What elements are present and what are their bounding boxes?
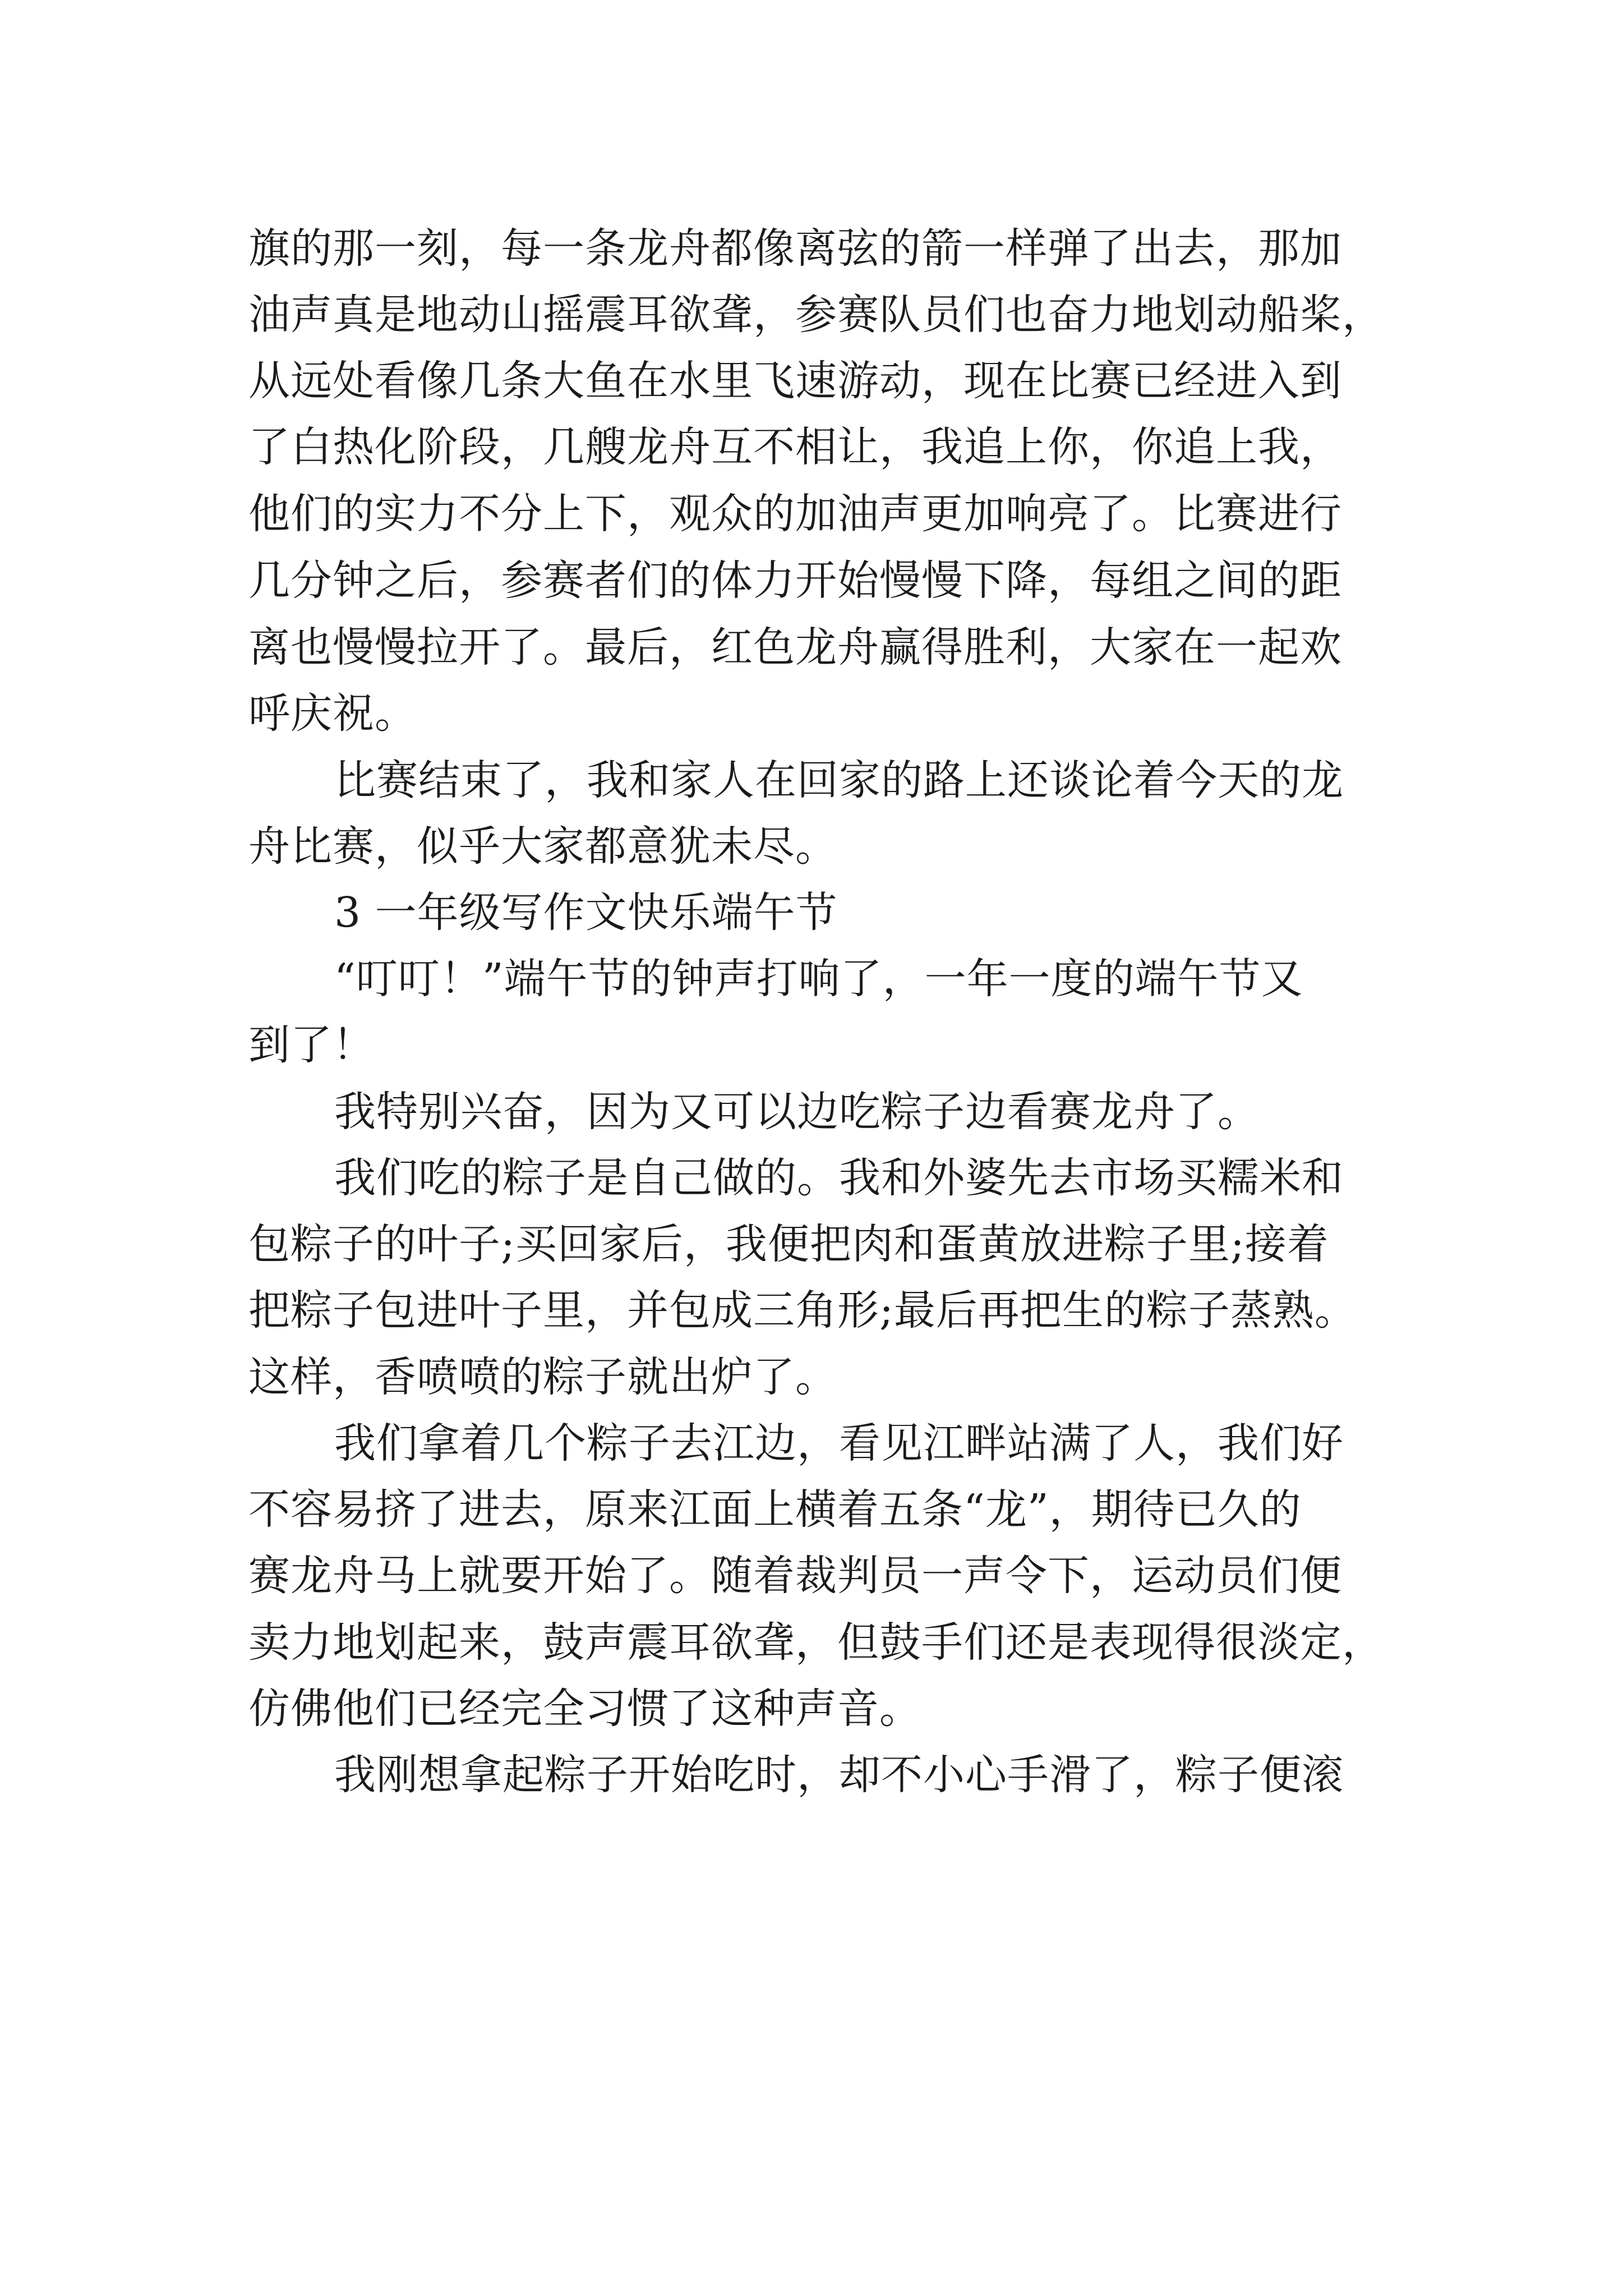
paragraph-start: 比赛结束了，我和家人在回家的路上还谈论着今天的龙 — [334, 756, 1344, 804]
paragraph-start: 我刚想拿起粽子开始吃时，却不小心手滑了，粽子便滚 — [334, 1751, 1344, 1799]
text-line: 从远处看像几条大鱼在水里飞速游动，现在比赛已经进入到 — [248, 357, 1342, 405]
text-line: 到了！ — [248, 1021, 375, 1069]
text-line: 这样，香喷喷的粽子就出炉了。 — [248, 1353, 837, 1401]
text-line: 离也慢慢拉开了。最后，红色龙舟赢得胜利，大家在一起欢 — [248, 623, 1342, 671]
text-line: 几分钟之后，参赛者们的体力开始慢慢下降，每组之间的距 — [248, 556, 1342, 605]
paragraph-start: “叮叮！”端午节的钟声打响了，一年一度的端午节又 — [334, 955, 1303, 1003]
text-line: 包粽子的叶子;买回家后，我便把肉和蛋黄放进粽子里;接着 — [248, 1220, 1329, 1268]
text-line: 了白热化阶段，几艘龙舟互不相让，我追上你，你追上我， — [248, 423, 1342, 471]
paragraph-start: 我特别兴奋，因为又可以边吃粽子边看赛龙舟了。 — [334, 1088, 1260, 1136]
text-line: 呼庆祝。 — [248, 689, 417, 738]
text-line: 仿佛他们已经完全习惯了这种声音。 — [248, 1685, 921, 1733]
text-line: 不容易挤了进去，原来江面上横着五条“龙”，期待已久的 — [248, 1485, 1302, 1534]
text-line: 油声真是地动山摇震耳欲聋，参赛队员们也奋力地划动船桨， — [248, 291, 1384, 339]
text-line: 旗的那一刻，每一条龙舟都像离弦的箭一样弹了出去，那加 — [248, 224, 1342, 273]
text-line: 舟比赛，似乎大家都意犹未尽。 — [248, 822, 837, 871]
text-line: 赛龙舟马上就要开始了。随着裁判员一声令下，运动员们便 — [248, 1552, 1342, 1600]
paragraph-start: 我们拿着几个粽子去江边，看见江畔站满了人，我们好 — [334, 1419, 1344, 1467]
text-line: 把粽子包进叶子里，并包成三角形;最后再把生的粽子蒸熟。 — [248, 1286, 1357, 1335]
text-line: 他们的实力不分上下，观众的加油声更加响亮了。比赛进行 — [248, 490, 1342, 538]
section-heading: 3 一年级写作文快乐端午节 — [334, 889, 838, 937]
paragraph-start: 我们吃的粽子是自己做的。我和外婆先去市场买糯米和 — [334, 1154, 1344, 1202]
text-line: 卖力地划起来，鼓声震耳欲聋，但鼓手们还是表现得很淡定， — [248, 1618, 1384, 1667]
